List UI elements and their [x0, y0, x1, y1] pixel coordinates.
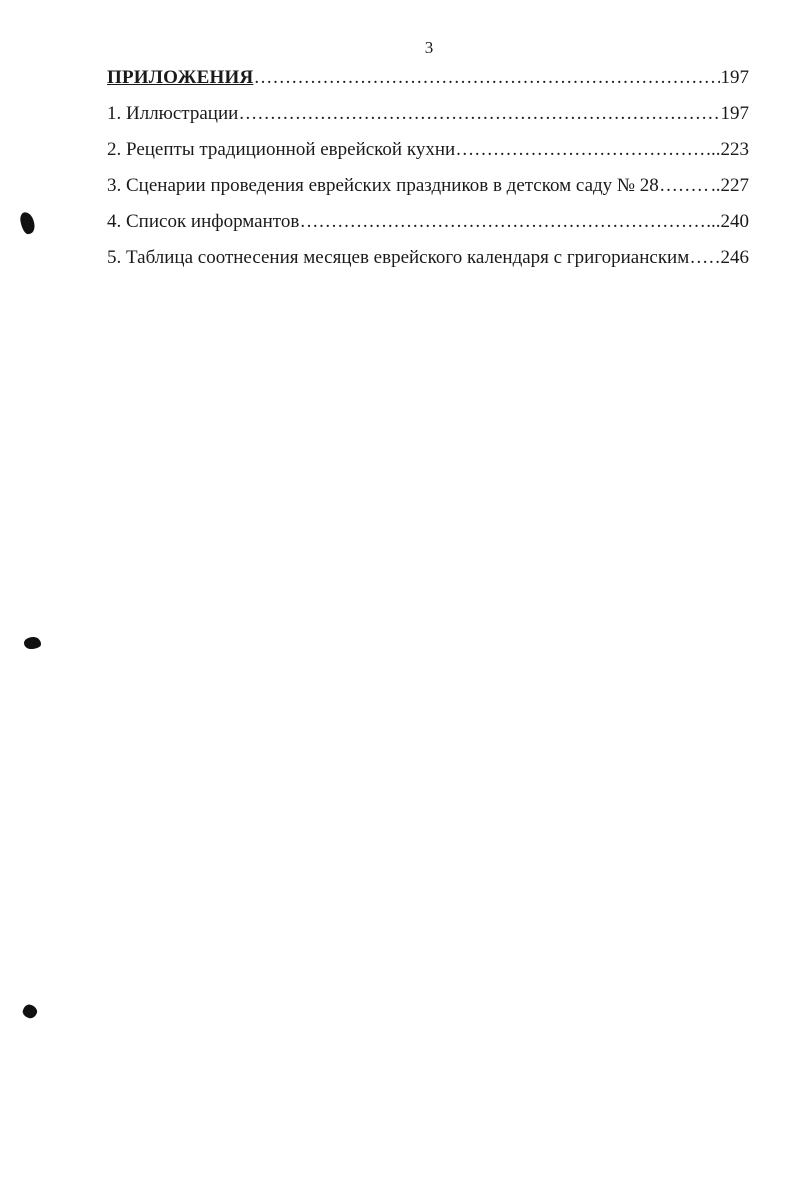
toc-item-label: 2. Рецепты традиционной еврейской кухни [107, 139, 456, 160]
toc-item-label: 3. Сценарии проведения еврейских праздников в детском саду № 28 [107, 175, 659, 196]
toc-item [107, 247, 749, 283]
dot-leader [660, 175, 710, 197]
toc-item-label: 5. Таблица соотнесения месяцев еврейского календаря с григорианским [107, 247, 690, 268]
toc-item-page: 246 [720, 247, 749, 268]
binder-hole-mark [24, 637, 41, 649]
binder-hole-mark [19, 211, 36, 235]
binder-hole-mark [21, 1003, 39, 1020]
toc-item-page: ...240 [706, 211, 749, 232]
toc-item-label: 4. Список информантов [107, 211, 300, 232]
toc-item-page: ..227 [711, 175, 749, 196]
toc-item [107, 103, 749, 139]
toc-item-page: 197 [720, 103, 749, 124]
toc-item [107, 175, 749, 211]
toc-item [107, 211, 749, 247]
toc-item-label: 1. Иллюстрации [107, 103, 239, 124]
page-number: 3 [424, 38, 434, 57]
dot-leader [239, 103, 719, 125]
dot-leader [690, 247, 719, 269]
toc-heading-label: ПРИЛОЖЕНИЯ [107, 67, 254, 88]
toc-item-page: ..223 [711, 139, 749, 160]
dot-leader [254, 67, 719, 89]
toc-item [107, 139, 749, 175]
toc-heading-page: 197 [720, 67, 749, 88]
table-of-contents [107, 67, 749, 283]
dot-leader [456, 139, 710, 161]
toc-heading-row [107, 67, 749, 103]
dot-leader [300, 211, 705, 233]
